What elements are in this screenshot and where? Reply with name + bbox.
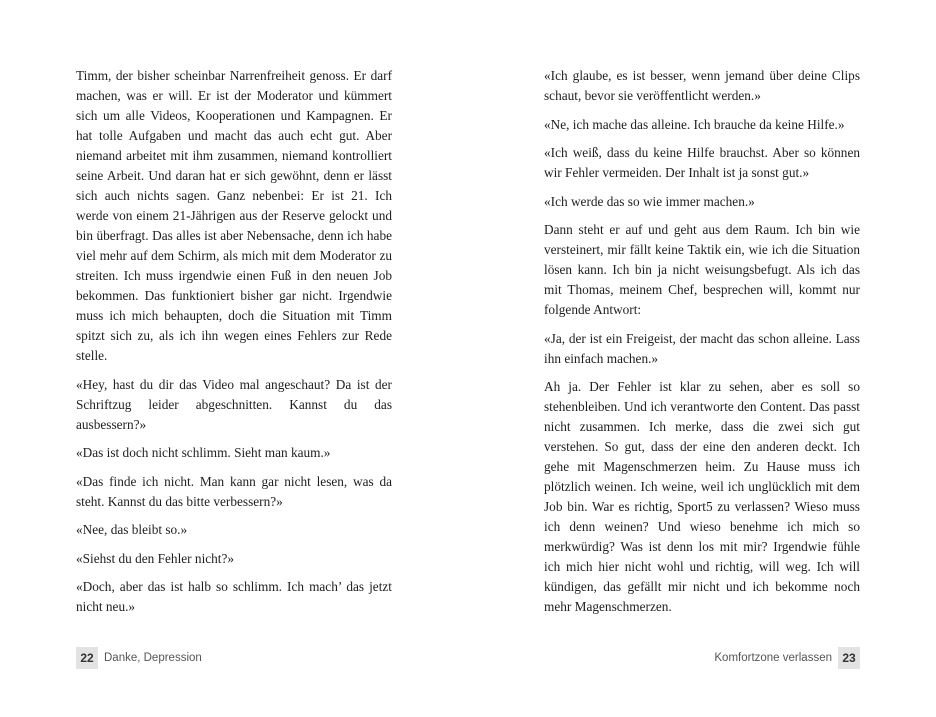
right-page-body [544,66,860,626]
paragraph: «Ich weiß, dass du keine Hilfe brauchst. Aber so können wir Fehler vermeiden. Der Inhalt ist ja sonst gut.» [544,145,860,180]
paragraph: «Ne, ich mache das alleine. Ich brauche da keine Hilfe.» [544,116,845,132]
left-page-body [76,66,392,626]
paragraph: «Ich werde das so wie immer machen.» [544,193,755,209]
paragraph: «Das finde ich nicht. Man kann gar nicht lesen, was da steht. Kannst du das bitte verbessern?» [76,473,392,509]
paragraph: «Ja, der ist ein Freigeist, der macht das schon alleine. Lass ihn einfach machen.» [544,330,860,366]
running-title: Komfortzone verlassen [714,652,832,664]
paragraph: «Das ist doch nicht schlimm. Sieht man kaum.» [76,445,331,460]
page-number: 23 [838,647,860,669]
running-title: Danke, Depression [104,652,202,664]
paragraph: «Siehst du den Fehler nicht?» [76,550,235,566]
paragraph: Ah ja. Der Fehler ist klar zu sehen, aber es soll so stehenbleiben. Und ich verantworte den Content. Das passt nicht zusammen. Ich merke, dass die zwei sich gut verstehen. So gut, dass der eine den anderen deckt. Ich gehe mit Magenschmerzen heim. Zu Hause muss ich plötzlich weinen. Ich weine, weil ich unglücklich mit dem Job bin. War es richtig, Sport5 zu verlassen? Wieso muss ich denn weinen? Und wieso benehme ich mich so merkwürdig? Was ist denn los mit mir? Irgendwie fühle ich mich hier nicht wohl und richtig, will weg. Ich will kündigen, das gefällt mir nicht und ich bekomme noch mehr Magenschmerzen. [544,379,860,614]
paragraph: «Nee, das bleibt so.» [76,522,188,537]
paragraph: «Hey, hast du dir das Video mal angeschaut? Da ist der Schriftzug leider abgeschnitten. Kannst du das ausbessern?» [76,376,392,432]
right-page-footer [714,647,860,669]
paragraph: Dann steht er auf und geht aus dem Raum. Ich bin wie versteinert, mir fällt keine Taktik ein, wie ich die Situation lösen kann. Ich bin ja nicht weisungsbefugt. Als ich das mit Thomas, meinem Chef, besprechen will, kommt nur folgende Antwort: [544,222,860,317]
paragraph: «Doch, aber das ist halb so schlimm. Ich mach’ das jetzt nicht neu.» [76,579,392,614]
left-page-footer [76,647,202,669]
paragraph: «Ich glaube, es ist besser, wenn jemand über deine Clips schaut, bevor sie veröffentlicht werden.» [544,68,860,103]
page-number: 22 [76,647,98,669]
paragraph: Timm, der bisher scheinbar Narrenfreiheit genoss. Er darf machen, was er will. Er ist der Moderator und kümmert sich um alle Videos, Kooperationen und Kampagnen. Er hat tolle Aufgaben und macht das auch echt gut. Aber niemand arbeitet mit ihm zusammen, niemand kontrolliert seine Arbeit. Und daran hat er sich gewöhnt, denn er lässt sich auch nichts sagen. Ganz nebenbei: Er ist 21. Ich werde von einem 21-Jährigen aus der Reserve gelockt und bin überfragt. Das alles ist aber Nebensache, denn ich habe viel mehr auf dem Schirm, als mich mit dem Moderator zu streiten. Ich muss irgendwie einen Fuß in den neuen Job bekommen. Das funktioniert bisher gar nicht. Irgendwie muss ich mich behaupten, doch die Situation mit Timm spitzt sich zu, als ich ihn wegen eines Fehlers zur Rede stelle. [76,68,392,363]
